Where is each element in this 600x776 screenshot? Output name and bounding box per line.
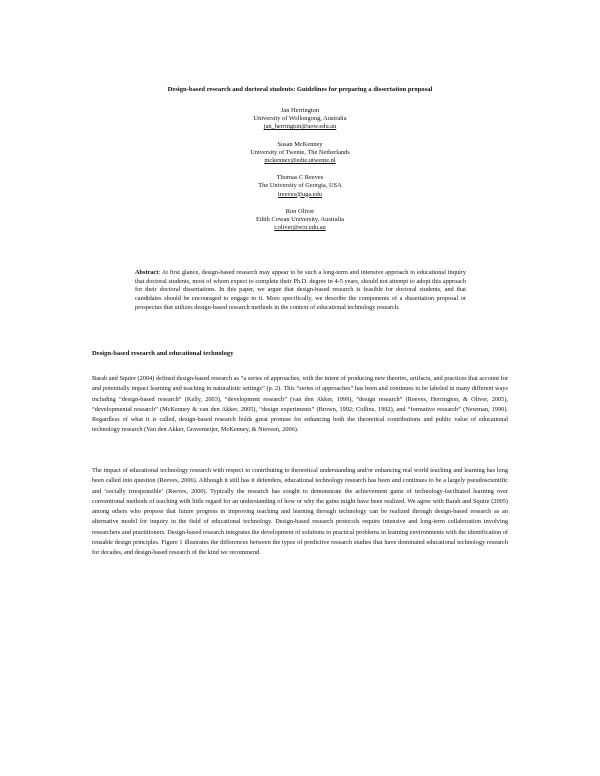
abstract <box>135 269 466 313</box>
author-email-link[interactable]: treeves@uga.edu <box>277 190 323 198</box>
author-name: Susan McKenney <box>277 140 323 148</box>
author-block <box>0 107 600 132</box>
author-name: Thomas C Reeves <box>276 174 324 182</box>
author-block <box>0 174 600 199</box>
author-affiliation: University of Wollongong, Australia <box>253 115 347 123</box>
author-block <box>0 141 600 166</box>
author-email-link[interactable]: r.oliver@ecu.edu.au <box>274 224 326 232</box>
author-affiliation: The University of Georgia, USA <box>258 182 342 190</box>
abstract-text: : At first glance, design-based research may appear to be such a long-term and intensive approach to educational inquiry that doctoral students, most of whom expect to complete their Ph.D. degree in 4-5 years, should not attempt to adopt this approach for their doctoral dissertations. In this paper, we argue that design-based research is feasible for doctoral students, and that candidates should be encouraged to engage in it. More specifically, we describe the components of a dissertation proposal or prospectus that utilizes design-based research methods in the context of educational technology research. <box>135 269 466 311</box>
author-name: Jan Herrington <box>280 107 320 114</box>
author-affiliation: University of Twente, The Netherlands <box>250 148 350 156</box>
author-email-link[interactable]: mckenney@edte.utwente.nl <box>264 157 336 165</box>
author-name: Ron Oliver <box>285 207 315 215</box>
author-block <box>0 208 600 233</box>
paper-title: Design-based research and doctoral students: Guidelines for preparing a dissertation proposal <box>167 86 433 93</box>
author-list <box>0 107 600 241</box>
author-email-link[interactable]: jan_herrington@uow.edu.au <box>263 123 337 131</box>
abstract-label: Abstract <box>135 269 159 276</box>
section-heading: Design-based research and educational technology <box>92 350 234 357</box>
body-paragraph: The impact of educational technology research with respect to contributing to theoretical understanding and/or enhancing real world teaching and learning has long been called into question (Reeves, 2006). Although it still has it defenders, educational technology research has been and continues to be a largely pseudoscientific and ‘socially irresponsible’ (Reeves, 2000). Typically the research has sought to demonstrate the achievement gains of technology-facilitated learning over conventional methods of teaching with little regard for an understanding of how or why the gains might have been realized. We agree with Barab and Squire (2005) among others who propose that future progress in improving teaching and learning through technology can be realized through design-based research as an alternative model for inquiry in the field of educational technology. Design-based research protocols require intensive and long-term collaboration involving researchers and practitioners. Design-based research integrates the development of solutions to practical problems in learning environments with the identification of reusable design principles. Figure 1 illustrates the differences between the types of predictive research studies that have dominated educational technology research for decades, and design-based research of the kind we recommend. <box>92 467 508 557</box>
body-paragraph: Barab and Squire (2004) defined design-based research as “a series of approaches, with the intent of producing new theories, artifacts, and practices that account for and potentially impact learning and teaching in naturalistic settings” (p. 2). This “series of approaches” has been and continues to be labeled in many different ways including “design-based research” (Kelly, 2003), “development research” (van den Akker, 1999), “design research” (Reeves, Herrington, & Oliver, 2005), “developmental research” (McKenney & van den Akker, 2005), “design experiments” (Brown, 1992; Collins, 1992), and “formative research” (Newman, 1990). Regardless of what it is called, design-based research holds great promise for enhancing both the theoretical contributions and public value of educational technology research (Van den Akker, Gravemeijer, McKenney, & Nieveen, 2006). <box>92 375 508 434</box>
author-affiliation: Edith Cowan University, Australia <box>256 216 344 224</box>
